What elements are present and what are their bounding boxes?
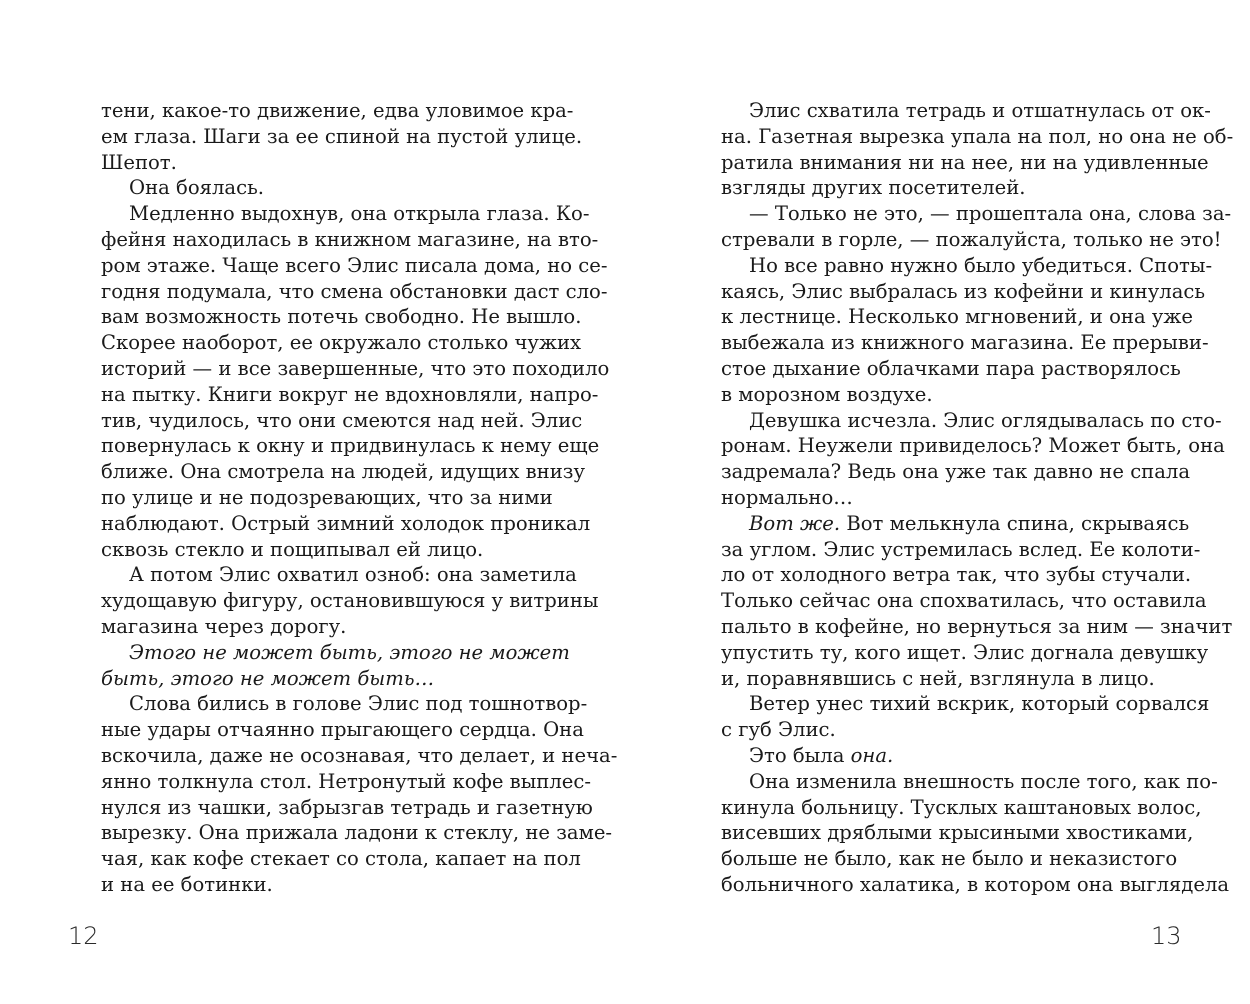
text-line: Элис схватила тетрадь и отшатнулась от ок- xyxy=(749,99,1211,122)
text-line: каясь, Элис выбралась из кофейни и кинулась xyxy=(721,279,1206,303)
page-number-right: 13 xyxy=(1151,922,1182,950)
left-page-text xyxy=(101,98,618,898)
text-line: ближе. Она смотрела на людей, идущих внизу xyxy=(101,460,585,484)
text-line: ром этаже. Чаще всего Элис писала дома, но се- xyxy=(101,253,608,277)
text-line: ло от холодного ветра так, что зубы стучали. xyxy=(721,563,1192,587)
text-line: Но все равно нужно было убедиться. Споты- xyxy=(749,253,1213,277)
italic-text-line: Этого не может быть, этого не может xyxy=(129,640,570,664)
text-line: на. Газетная вырезка упала на пол, но она не об- xyxy=(721,124,1234,148)
text-line: — Только не это, — прошептала она, слова за- xyxy=(749,202,1232,226)
text-fragment: Вот мелькнула спина, скрываясь xyxy=(846,511,1190,535)
text-line: Скорее наоборот, ее окружало столько чужих xyxy=(101,331,582,355)
text-line: Слова бились в голове Элис под тошнотвор- xyxy=(129,692,588,716)
text-line: выбежала из книжного магазина. Ее прерыви- xyxy=(721,331,1209,355)
text-line: стревали в горле, — пожалуйста, только не это! xyxy=(721,227,1222,251)
text-fragment: Это была xyxy=(749,743,845,767)
text-line: годня подумала, что смена обстановки даст сло- xyxy=(101,279,608,303)
text-line: больничного халатика, в котором она выглядела xyxy=(721,872,1230,896)
text-line: висевших дряблыми крысиными хвостиками, xyxy=(721,821,1194,845)
text-line: за углом. Элис устремилась вслед. Ее колоти- xyxy=(721,537,1201,561)
text-line: больше не было, как не было и неказистого xyxy=(721,847,1178,871)
text-line: А потом Элис охватил озноб: она заметила xyxy=(129,563,577,587)
text-line: вам возможность потечь свободно. Не вышло. xyxy=(101,305,582,329)
text-line: упустить ту, кого ищет. Элис догнала девушку xyxy=(721,640,1209,664)
text-line-mixed xyxy=(721,511,1190,537)
text-line: с губ Элис. xyxy=(721,718,836,742)
text-line: худощавую фигуру, остановившуюся у витрины xyxy=(101,589,599,613)
text-line: стое дыхание облачками пара растворялось xyxy=(721,356,1181,380)
text-line: тени, какое-то движение, едва уловимое кра- xyxy=(101,99,574,122)
text-line: задремала? Ведь она уже так давно не спала xyxy=(721,460,1191,484)
text-line: Шепот. xyxy=(101,150,177,174)
text-line: Ветер унес тихий вскрик, который сорвался xyxy=(749,692,1210,716)
text-line: по улице и не подозревающих, что за ними xyxy=(101,485,553,509)
text-line: ронам. Неужели привиделось? Может быть, она xyxy=(721,434,1225,458)
text-line: кинула больницу. Тусклых каштановых волос, xyxy=(721,795,1202,819)
text-line: вырезку. Она прижала ладони к стеклу, не заме- xyxy=(101,821,613,845)
right-page-text xyxy=(721,98,1234,898)
text-line: фейня находилась в книжном магазине, на вто- xyxy=(101,227,599,251)
text-line: нулся из чашки, забрызгав тетрадь и газетную xyxy=(101,795,593,819)
text-line: Только сейчас она спохватилась, что оставила xyxy=(721,589,1207,613)
text-line: повернулась к окну и придвинулась к нему еще xyxy=(101,434,600,458)
text-line: ратила внимания ни на нее, ни на удивленные xyxy=(721,150,1209,174)
text-line: историй — и все завершенные, что это походило xyxy=(101,356,610,380)
italic-emphasis: она. xyxy=(850,743,894,767)
text-line: Она изменила внешность после того, как по- xyxy=(749,769,1218,793)
text-line: взгляды других посетителей. xyxy=(721,176,1026,200)
text-line: сквозь стекло и пощипывал ей лицо. xyxy=(101,537,484,561)
text-line: янно толкнула стол. Нетронутый кофе выплес- xyxy=(101,769,591,793)
text-line-mixed xyxy=(721,743,1149,769)
text-line: на пытку. Книги вокруг не вдохновляли, напро- xyxy=(101,382,599,406)
text-line: Девушка исчезла. Элис оглядывалась по сто- xyxy=(749,408,1222,432)
text-line: магазина через дорогу. xyxy=(101,614,347,638)
text-line: и, поравнявшись с ней, взглянула в лицо. xyxy=(721,666,1155,690)
text-line: ные удары отчаянно прыгающего сердца. Она xyxy=(101,718,584,742)
text-line: наблюдают. Острый зимний холодок проникал xyxy=(101,511,591,535)
italic-emphasis: Вот же. xyxy=(749,511,841,535)
text-line: тив, чудилось, что они смеются над ней. Элис xyxy=(101,408,583,432)
text-line: в морозном воздухе. xyxy=(721,382,933,406)
italic-text-line: быть, этого не может быть… xyxy=(101,666,435,690)
text-line: нормально… xyxy=(721,485,853,509)
text-line: Она боялась. xyxy=(129,176,264,200)
page-number-left: 12 xyxy=(68,922,99,950)
text-line: вскочила, даже не осознавая, что делает, и неча- xyxy=(101,743,618,767)
text-line: пальто в кофейне, но вернуться за ним — значит xyxy=(721,614,1233,638)
text-line: к лестнице. Несколько мгновений, и она уже xyxy=(721,305,1194,329)
text-line: ем глаза. Шаги за ее спиной на пустой улице. xyxy=(101,124,583,148)
text-line: и на ее ботинки. xyxy=(101,872,273,896)
text-line: Медленно выдохнув, она открыла глаза. Ко- xyxy=(129,202,590,226)
text-line: чая, как кофе стекает со стола, капает на пол xyxy=(101,847,581,871)
